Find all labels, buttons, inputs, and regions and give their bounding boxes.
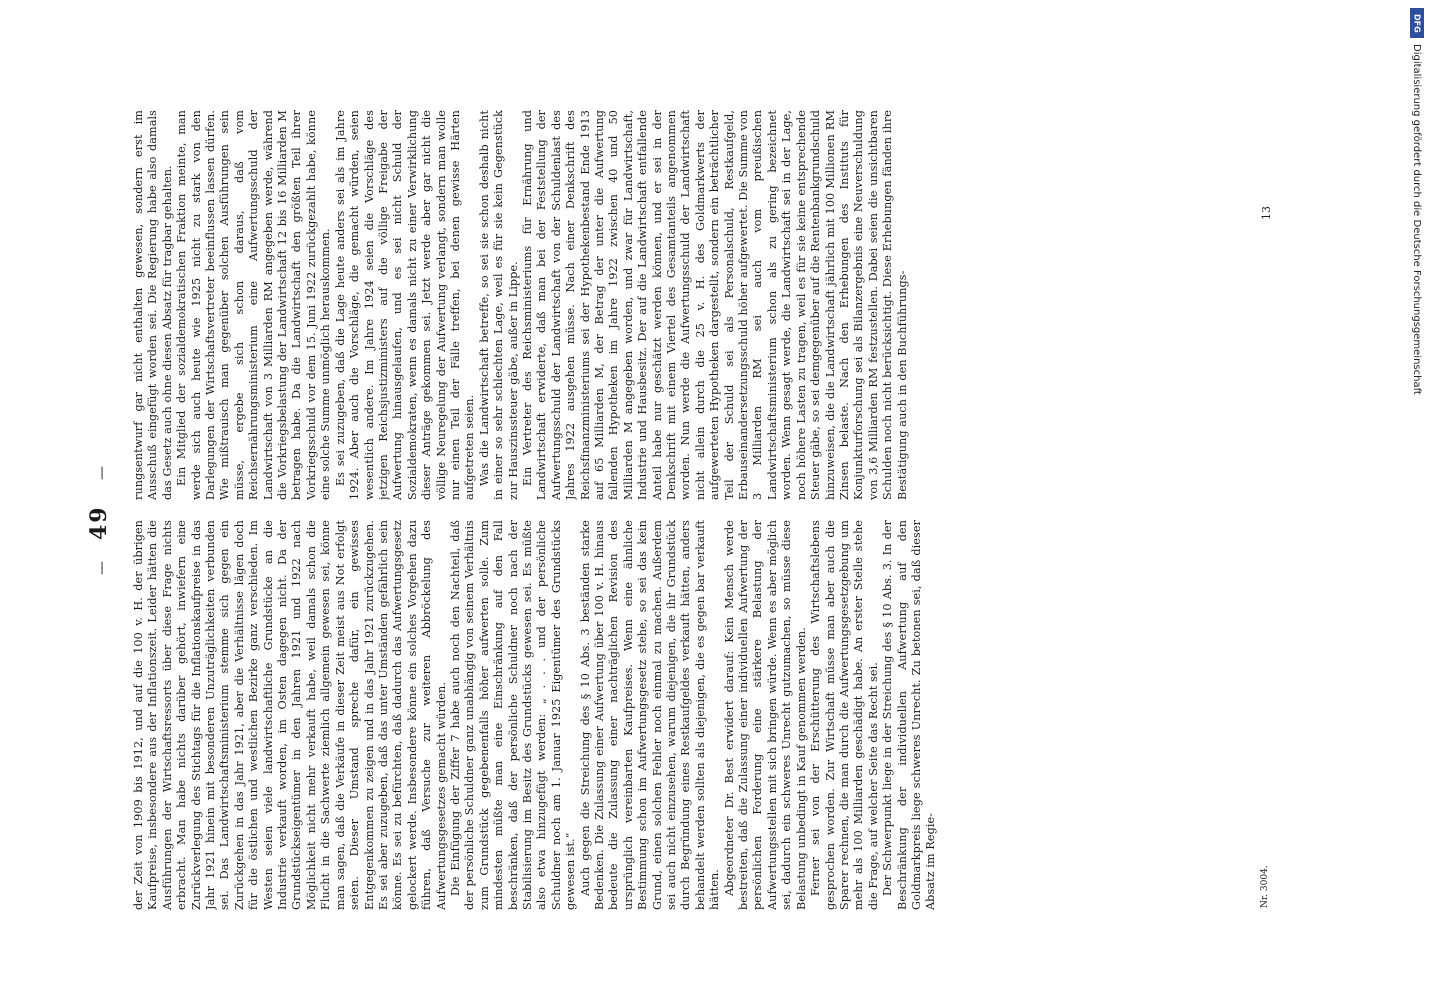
paragraph: Es sei zuzugeben, daß die Lage heute anders sei als im Jahre 1924. Aber auch die Vorschläge, die gemacht würden, seien wesentlich andere. Im Jahre 1924 seien die Vorschläge des jetzigen Reichsjustizministers auf die völlige Freigabe der Aufwertung hinausgelaufen, und es sei nicht Schuld der Sozialdemokraten, wenn es damals nicht zu einer Verwirklichung dieser Anträge gekommen sei. Jetzt werde aber gar nicht die völlige Neuregelung der Aufwertung verlangt, sondern man wolle nur einen Teil der Fälle treffen, bei denen gewisse Härten aufgetreten seien. bbox=[333, 110, 477, 500]
paragraph: Was die Landwirtschaft betreffe, so sei sie schon deshalb nicht in einer so sehr schlechten Lage, weil es für sie kein Gegenstück zur Hauszinssteuer gäbe, außer in Lippe. bbox=[477, 110, 520, 500]
page-header bbox=[80, 90, 130, 920]
paragraph: rungsentwurf gar nicht enthalten gewesen, sondern erst im Ausschuß eingefügt worden sei. Die Regierung habe also damals das Gesetz auch ohne diesen Absatz für tragbar gehalten. bbox=[132, 110, 174, 500]
page-number: 49 bbox=[86, 505, 112, 540]
paragraph: Die Einfügung der Ziffer 7 habe auch noch den Nachteil, daß der persönliche Schuldner ganz unabhängig von seinem Verhältnis zum Grundstück gegebenenfalls höher aufwerten solle. Zum mindesten müßte man eine Einschränkung auf den Fall beschränken, daß der persönliche Schuldner noch nach der Stabilisierung im Besitz des Grundstücks gewesen sei. Es müßte also etwa hinzugefügt werden: „ . . . und der persönliche Schuldner noch am 1. Januar 1925 Eigentümer des Grundstücks gewesen ist.“ bbox=[448, 520, 578, 910]
paragraph: Abgeordneter Dr. Best erwidert darauf: Kein Mensch werde bestreiten, daß die Zulassung einer individuellen Aufwertung der persönlichen Forderung eine stärkere Belastung der Aufwertungsstellen mit sich bringen würde. Wenn es aber möglich sei, dadurch ein schweres Unrecht gutzumachen, so müsse diese Belastung unbedingt in Kauf genommen werden. bbox=[722, 520, 808, 910]
paragraph: Auch gegen die Streichung des § 10 Abs. 3 beständen starke Bedenken. Die Zulassung einer Aufwertung über 100 v. H. hinaus bedeute die Zulassung einer nachträglichen Revision des ursprünglich vereinbarten Kaufpreises. Wenn eine ähnliche Bestimmung schon im Aufwertungsgesetz stehe, so sei das kein Grund, einen solchen Fehler noch einmal zu machen. Außerdem sei auch nicht einzusehen, warum diejenigen, die ihr Grundstück durch Begründung eines Restkaufgeldes verkauft hätten, anders behandelt werden sollten als diejenigen, die es gegen bar verkauft hätten. bbox=[578, 520, 722, 910]
paragraph: Ferner sei von der Erschütterung des Wirtschaftslebens gesprochen worden. Zur Wirtschaft müsse man aber auch die Sparer rechnen, die man durch die Aufwertungsgesetzgebung um mehr als 100 Milliarden geschädigt habe. An erster Stelle stehe die Frage, auf welcher Seite das Recht sei. bbox=[809, 520, 880, 910]
text-column-right bbox=[132, 110, 1132, 500]
text-column-left bbox=[132, 520, 1132, 910]
dfg-logo-icon: DFG bbox=[1410, 8, 1424, 38]
dfg-credit-strip bbox=[1400, 0, 1434, 1000]
signature-mark: 13 bbox=[1260, 206, 1273, 220]
paragraph: Ein Mitglied der sozialdemokratischen Fraktion meinte, man werde sich auch heute wie 1925 nicht zu stark von den Darlegungen der Wirtschaftsvertreter beeinflussen lassen dürfen. Wie mißtrauisch man gegenüber solchen Ausführungen sein müsse, ergebe sich schon daraus, daß vom Reichsernährungsministerium eine Aufwertungsschuld der Landwirtschaft von 3 Milliarden RM angegeben werde, während die Vorkriegsbelastung der Landwirtschaft 12 bis 16 Milliarden M betragen habe. Da die Landwirtschaft den größten Teil ihrer Vorkriegsschuld vor dem 15. Juni 1922 zurückgezahlt habe, könne eine solche Summe unmöglich herauskommen. bbox=[175, 110, 333, 500]
dfg-credit-text: Digitalisierung gefördert durch die Deutsche Forschungsgemeinschaft bbox=[1411, 44, 1422, 395]
paragraph: Ein Vertreter des Reichsministeriums für Ernährung und Landwirtschaft erwiderte, daß man bei der Feststellung der Aufwertungsschuld der Landwirtschaft von der Schuldenlast des Jahres 1922 ausgehen müsse. Nach einer Denkschrift des Reichsfinanzministeriums sei der Hypothekenbestand Ende 1913 auf 65 Milliarden M, der Betrag der unter die Aufwertung fallenden Hypotheken im Jahre 1922 zwischen 40 und 50 Milliarden M angegeben worden, und zwar für Landwirtschaft, Industrie und Hausbesitz. Der auf die Landwirtschaft entfallende Anteil habe nur geschätzt werden können, und er sei in der Denkschrift mit einem Viertel des Gesamtanteils angenommen worden. Nun werde die Aufwertungsschuld der Landwirtschaft nicht allein durch die 25 v. H. des Goldmarkwerts der aufgewerteten Hypotheken dargestellt, sondern ein beträchtlicher Teil der Schuld sei als Personalschuld, Restkaufgeld, Erbauseinandersetzungsschuld höher aufgewertet. Die Summe von 3 Milliarden RM sei auch vom preußischen Landwirtschaftsministerium schon als zu gering bezeichnet worden. Wenn gesagt werde, die Landwirtschaft sei in der Lage, noch höhere Lasten zu tragen, weil es für sie keine entsprechende Steuer gäbe, so sei demgegenüber auf die Rentenbankgrundschuld hinzuweisen, die die Landwirtschaft jährlich mit 100 Millionen RM Zinsen belaste. Nach den Erhebungen des Instituts für Konjunkturforschung sei als Bilanzergebnis eine Neuverschuldung von 3,6 Milliarden RM festzustellen. Dabei seien die unsichtbaren Schulden noch nicht berücksichtigt. Diese Erhebungen fänden ihre Bestätigung auch in den Buchführungs- bbox=[520, 110, 909, 500]
header-dash-left: — bbox=[94, 561, 110, 575]
paragraph: Der Schwerpunkt liege in der Streichung des § 10 Abs. 3. In der Beschränkung der individuellen Aufwertung auf den Goldmarkpreis liege schweres Unrecht. Zu betonen sei, daß dieser Absatz im Regie- bbox=[881, 520, 938, 910]
header-dash-right: — bbox=[94, 466, 110, 480]
scanned-page bbox=[80, 90, 1300, 920]
paragraph: der Zeit von 1909 bis 1912, und auf die 100 v. H. der übrigen Kaufpreise, insbesondere aus der Inflationszeit. Leider hätten die Ausführungen der Wirtschaftsressorts über diese Frage nichts erbracht. Man habe nichts darüber gehört, inwiefern eine Zurückverlegung des Stichtags für die Inflationskaufpreise in das Jahr 1921 hinein mit besonderen Unzuträglichkeiten verbunden sei. Das Landwirtschaftsministerium stemme sich gegen ein Zurückgehen in das Jahr 1921, aber die Verhältnisse lägen doch für die östlichen und westlichen Bezirke ganz verschieden. Im Westen seien viele landwirtschaftliche Grundstücke an die Industrie verkauft worden, im Osten dagegen nicht. Da der Grundstückseigentümer in den Jahren 1921 und 1922 nach Möglichkeit nicht mehr verkauft habe, weil damals schon die Flucht in die Sachwerte ziemlich allgemein gewesen sei, könne man sagen, daß die Verkäufe in dieser Zeit meist aus Not erfolgt seien. Dieser Umstand spreche dafür, ein gewisses Entgegenkommen zu zeigen und in das Jahr 1921 zurückzugehen. Es sei aber zuzugeben, daß das unter Umständen gefährlich sein könne. Es sei zu befürchten, daß dadurch das Aufwertungsgesetz gelockert werde. Insbesondere könne ein solches Vorgehen dazu führen, daß Versuche zur weiteren Abbröckelung des Aufwertungsgesetzes gemacht würden. bbox=[132, 520, 448, 910]
print-number: Nr. 3004. bbox=[1260, 865, 1270, 908]
